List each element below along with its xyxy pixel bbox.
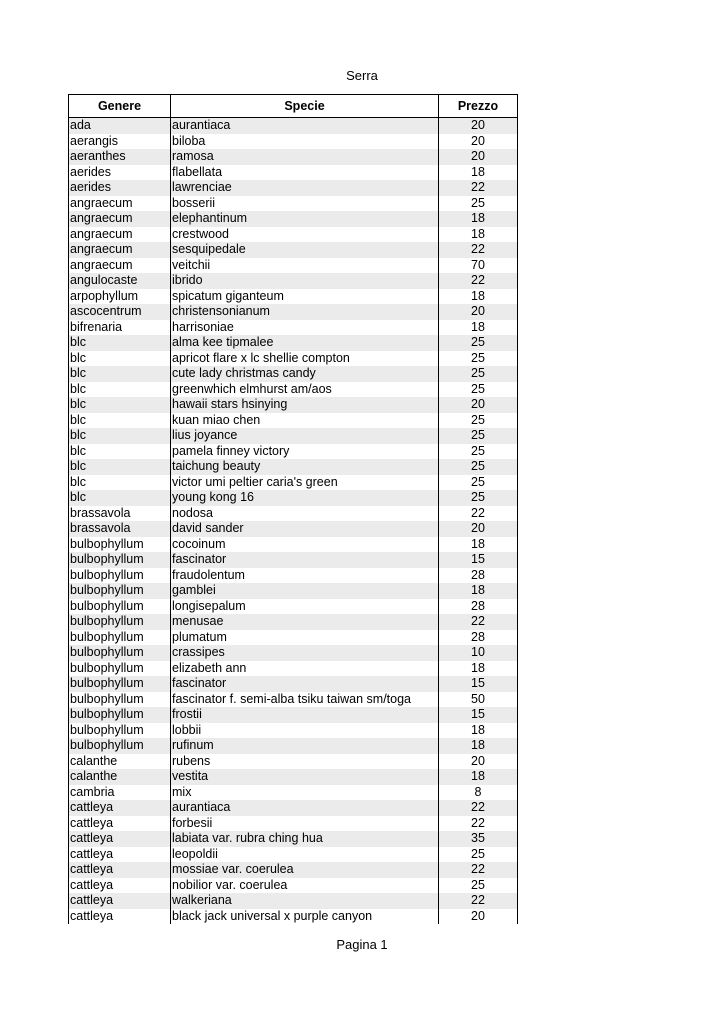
table-row	[69, 459, 518, 475]
cell-specie: elephantinum	[171, 211, 439, 227]
table-row	[69, 599, 518, 615]
cell-genere: blc	[69, 335, 171, 351]
table-row	[69, 831, 518, 847]
table-row	[69, 382, 518, 398]
cell-genere: calanthe	[69, 769, 171, 785]
table-row	[69, 754, 518, 770]
cell-specie: david sander	[171, 521, 439, 537]
cell-genere: bulbophyllum	[69, 645, 171, 661]
cell-prezzo: 22	[439, 893, 518, 909]
cell-prezzo: 25	[439, 459, 518, 475]
cell-specie: alma kee tipmalee	[171, 335, 439, 351]
cell-genere: angraecum	[69, 242, 171, 258]
table-row	[69, 211, 518, 227]
cell-genere: blc	[69, 490, 171, 506]
cell-specie: nobilior var. coerulea	[171, 878, 439, 894]
cell-prezzo: 22	[439, 800, 518, 816]
cell-genere: cambria	[69, 785, 171, 801]
cell-specie: crassipes	[171, 645, 439, 661]
table-row	[69, 645, 518, 661]
cell-genere: bulbophyllum	[69, 630, 171, 646]
cell-specie: victor umi peltier caria's green	[171, 475, 439, 491]
cell-genere: aerangis	[69, 134, 171, 150]
table-row	[69, 893, 518, 909]
table-row	[69, 506, 518, 522]
table-row	[69, 273, 518, 289]
cell-specie: rufinum	[171, 738, 439, 754]
cell-specie: fraudolentum	[171, 568, 439, 584]
cell-genere: brassavola	[69, 521, 171, 537]
cell-specie: elizabeth ann	[171, 661, 439, 677]
cell-prezzo: 20	[439, 397, 518, 413]
cell-genere: angraecum	[69, 196, 171, 212]
cell-specie: lius joyance	[171, 428, 439, 444]
cell-prezzo: 18	[439, 227, 518, 243]
cell-prezzo: 28	[439, 599, 518, 615]
cell-prezzo: 70	[439, 258, 518, 274]
cell-genere: bulbophyllum	[69, 723, 171, 739]
cell-specie: mossiae var. coerulea	[171, 862, 439, 878]
cell-specie: fascinator	[171, 552, 439, 568]
cell-specie: sesquipedale	[171, 242, 439, 258]
cell-genere: bulbophyllum	[69, 583, 171, 599]
cell-prezzo: 20	[439, 909, 518, 925]
cell-prezzo: 15	[439, 707, 518, 723]
cell-prezzo: 20	[439, 304, 518, 320]
cell-specie: biloba	[171, 134, 439, 150]
cell-prezzo: 28	[439, 568, 518, 584]
table-row	[69, 878, 518, 894]
cell-genere: bulbophyllum	[69, 738, 171, 754]
table-row	[69, 862, 518, 878]
cell-prezzo: 25	[439, 490, 518, 506]
cell-specie: forbesii	[171, 816, 439, 832]
cell-genere: bulbophyllum	[69, 568, 171, 584]
cell-specie: aurantiaca	[171, 800, 439, 816]
cell-specie: pamela finney victory	[171, 444, 439, 460]
table-row	[69, 676, 518, 692]
cell-genere: angraecum	[69, 227, 171, 243]
cell-genere: bulbophyllum	[69, 537, 171, 553]
table-row	[69, 552, 518, 568]
cell-prezzo: 25	[439, 196, 518, 212]
cell-specie: walkeriana	[171, 893, 439, 909]
table-row	[69, 723, 518, 739]
cell-prezzo: 22	[439, 862, 518, 878]
cell-prezzo: 22	[439, 614, 518, 630]
table-row	[69, 258, 518, 274]
table-row	[69, 475, 518, 491]
cell-specie: greenwhich elmhurst am/aos	[171, 382, 439, 398]
cell-prezzo: 18	[439, 537, 518, 553]
cell-genere: bulbophyllum	[69, 599, 171, 615]
sheet-title: Serra	[346, 68, 378, 83]
cell-specie: spicatum giganteum	[171, 289, 439, 305]
header-row	[69, 95, 518, 118]
cell-specie: flabellata	[171, 165, 439, 181]
table-row	[69, 537, 518, 553]
table-row	[69, 909, 518, 925]
cell-specie: christensonianum	[171, 304, 439, 320]
cell-genere: cattleya	[69, 816, 171, 832]
cell-genere: blc	[69, 351, 171, 367]
cell-prezzo: 15	[439, 676, 518, 692]
table-row	[69, 521, 518, 537]
cell-prezzo: 22	[439, 273, 518, 289]
cell-genere: cattleya	[69, 893, 171, 909]
table-row	[69, 304, 518, 320]
cell-prezzo: 22	[439, 180, 518, 196]
cell-specie: fascinator	[171, 676, 439, 692]
table-row	[69, 847, 518, 863]
table-row	[69, 630, 518, 646]
cell-genere: bulbophyllum	[69, 707, 171, 723]
cell-specie: harrisoniae	[171, 320, 439, 336]
cell-specie: crestwood	[171, 227, 439, 243]
table-row	[69, 366, 518, 382]
cell-specie: bosserii	[171, 196, 439, 212]
table-row	[69, 165, 518, 181]
page-footer: Pagina 1	[336, 937, 388, 952]
cell-genere: arpophyllum	[69, 289, 171, 305]
cell-specie: cocoinum	[171, 537, 439, 553]
table-row	[69, 149, 518, 165]
cell-specie: longisepalum	[171, 599, 439, 615]
cell-specie: gamblei	[171, 583, 439, 599]
cell-prezzo: 18	[439, 769, 518, 785]
table-body	[69, 118, 518, 925]
cell-genere: bulbophyllum	[69, 676, 171, 692]
cell-prezzo: 25	[439, 444, 518, 460]
cell-prezzo: 18	[439, 723, 518, 739]
cell-prezzo: 25	[439, 366, 518, 382]
table-row	[69, 180, 518, 196]
cell-prezzo: 35	[439, 831, 518, 847]
table-row	[69, 118, 518, 134]
cell-specie: lawrenciae	[171, 180, 439, 196]
cell-prezzo: 10	[439, 645, 518, 661]
cell-prezzo: 22	[439, 506, 518, 522]
cell-specie: apricot flare x lc shellie compton	[171, 351, 439, 367]
cell-specie: taichung beauty	[171, 459, 439, 475]
cell-prezzo: 25	[439, 847, 518, 863]
cell-prezzo: 25	[439, 382, 518, 398]
cell-prezzo: 20	[439, 149, 518, 165]
cell-specie: leopoldii	[171, 847, 439, 863]
cell-prezzo: 8	[439, 785, 518, 801]
cell-specie: mix	[171, 785, 439, 801]
cell-prezzo: 20	[439, 521, 518, 537]
table-row	[69, 397, 518, 413]
table-row	[69, 428, 518, 444]
cell-genere: angraecum	[69, 211, 171, 227]
cell-genere: cattleya	[69, 909, 171, 925]
cell-prezzo: 18	[439, 738, 518, 754]
table-row	[69, 769, 518, 785]
cell-genere: blc	[69, 366, 171, 382]
cell-specie: vestita	[171, 769, 439, 785]
cell-prezzo: 22	[439, 816, 518, 832]
header-specie: Specie	[171, 95, 439, 118]
cell-prezzo: 25	[439, 351, 518, 367]
cell-genere: aerides	[69, 180, 171, 196]
cell-genere: blc	[69, 397, 171, 413]
table-row	[69, 335, 518, 351]
cell-specie: ibrido	[171, 273, 439, 289]
cell-specie: veitchii	[171, 258, 439, 274]
table-row	[69, 785, 518, 801]
cell-prezzo: 18	[439, 289, 518, 305]
cell-prezzo: 25	[439, 413, 518, 429]
cell-prezzo: 25	[439, 878, 518, 894]
cell-prezzo: 25	[439, 428, 518, 444]
cell-prezzo: 20	[439, 118, 518, 134]
cell-genere: calanthe	[69, 754, 171, 770]
cell-specie: rubens	[171, 754, 439, 770]
table-row	[69, 413, 518, 429]
cell-genere: bulbophyllum	[69, 614, 171, 630]
cell-specie: aurantiaca	[171, 118, 439, 134]
cell-genere: aeranthes	[69, 149, 171, 165]
table-row	[69, 692, 518, 708]
cell-genere: blc	[69, 413, 171, 429]
table-row	[69, 289, 518, 305]
cell-prezzo: 18	[439, 320, 518, 336]
cell-genere: blc	[69, 444, 171, 460]
table-row	[69, 227, 518, 243]
cell-genere: bulbophyllum	[69, 552, 171, 568]
cell-genere: cattleya	[69, 800, 171, 816]
table-row	[69, 134, 518, 150]
cell-genere: angulocaste	[69, 273, 171, 289]
cell-genere: cattleya	[69, 847, 171, 863]
table-row	[69, 707, 518, 723]
cell-genere: blc	[69, 382, 171, 398]
cell-genere: bulbophyllum	[69, 692, 171, 708]
cell-specie: lobbii	[171, 723, 439, 739]
cell-prezzo: 28	[439, 630, 518, 646]
table-row	[69, 490, 518, 506]
table-row	[69, 320, 518, 336]
cell-specie: nodosa	[171, 506, 439, 522]
cell-specie: fascinator f. semi-alba tsiku taiwan sm/toga	[171, 692, 439, 708]
table-row	[69, 816, 518, 832]
table-row	[69, 738, 518, 754]
cell-specie: plumatum	[171, 630, 439, 646]
cell-prezzo: 25	[439, 335, 518, 351]
cell-specie: hawaii stars hsinying	[171, 397, 439, 413]
cell-specie: black jack universal x purple canyon	[171, 909, 439, 925]
cell-specie: menusae	[171, 614, 439, 630]
cell-prezzo: 18	[439, 165, 518, 181]
table-row	[69, 242, 518, 258]
table-row	[69, 568, 518, 584]
cell-genere: blc	[69, 459, 171, 475]
cell-specie: ramosa	[171, 149, 439, 165]
table-row	[69, 661, 518, 677]
cell-genere: ada	[69, 118, 171, 134]
table-row	[69, 444, 518, 460]
table-row	[69, 351, 518, 367]
cell-prezzo: 25	[439, 475, 518, 491]
cell-specie: cute lady christmas candy	[171, 366, 439, 382]
price-table	[68, 94, 518, 924]
table-row	[69, 800, 518, 816]
cell-specie: frostii	[171, 707, 439, 723]
cell-specie: labiata var. rubra ching hua	[171, 831, 439, 847]
cell-prezzo: 20	[439, 134, 518, 150]
cell-prezzo: 15	[439, 552, 518, 568]
cell-genere: bulbophyllum	[69, 661, 171, 677]
header-prezzo: Prezzo	[439, 95, 518, 118]
cell-prezzo: 18	[439, 661, 518, 677]
cell-genere: blc	[69, 475, 171, 491]
table-row	[69, 583, 518, 599]
price-table-container	[68, 94, 517, 924]
cell-specie: young kong 16	[171, 490, 439, 506]
cell-prezzo: 20	[439, 754, 518, 770]
table-row	[69, 614, 518, 630]
cell-prezzo: 18	[439, 583, 518, 599]
cell-prezzo: 18	[439, 211, 518, 227]
cell-genere: cattleya	[69, 831, 171, 847]
cell-genere: cattleya	[69, 878, 171, 894]
cell-genere: aerides	[69, 165, 171, 181]
cell-genere: angraecum	[69, 258, 171, 274]
cell-genere: bifrenaria	[69, 320, 171, 336]
table-row	[69, 196, 518, 212]
cell-genere: ascocentrum	[69, 304, 171, 320]
cell-specie: kuan miao chen	[171, 413, 439, 429]
cell-genere: cattleya	[69, 862, 171, 878]
cell-prezzo: 22	[439, 242, 518, 258]
header-genere: Genere	[69, 95, 171, 118]
cell-prezzo: 50	[439, 692, 518, 708]
cell-genere: brassavola	[69, 506, 171, 522]
cell-genere: blc	[69, 428, 171, 444]
